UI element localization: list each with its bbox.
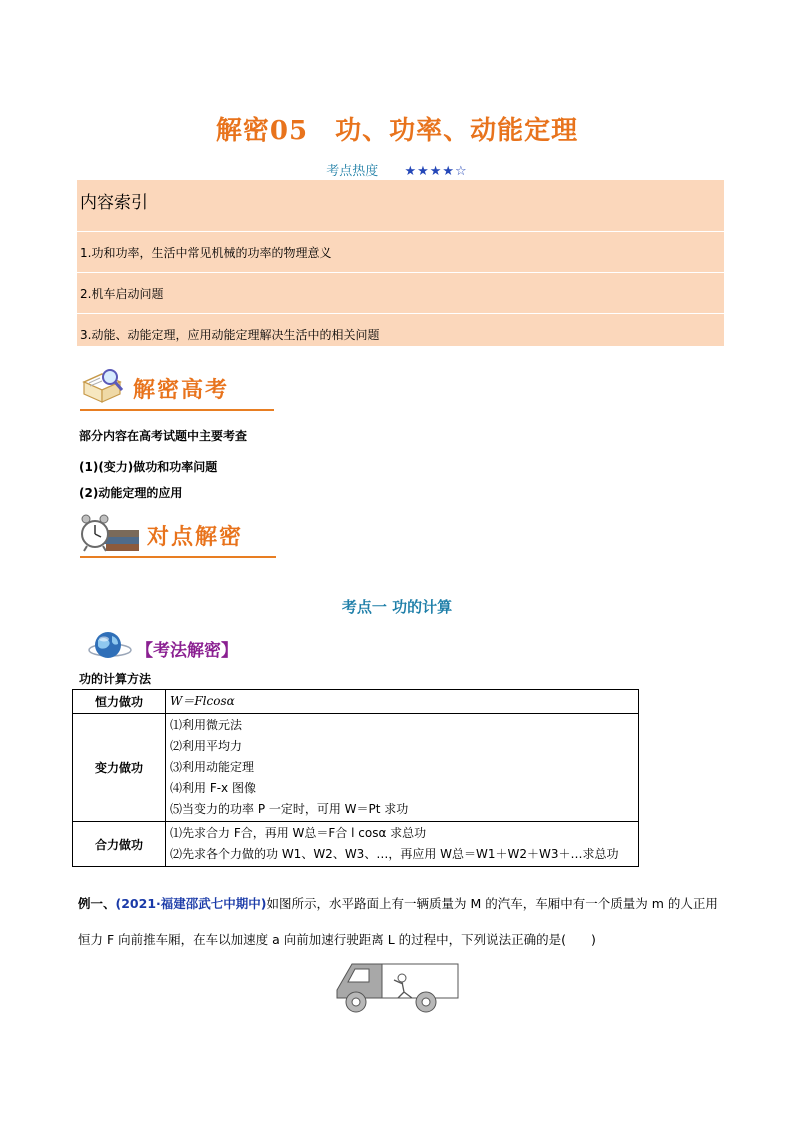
table-row: [73, 714, 639, 822]
table-row: [73, 690, 639, 714]
exam-focus-intro: 部分内容在高考试题中主要考查: [79, 429, 248, 443]
globe-icon: [88, 628, 134, 664]
kaofa-jiemi-banner: 【考法解密】: [136, 641, 238, 661]
example-prefix: 例一、: [78, 896, 116, 911]
index-heading: 内容索引: [80, 193, 148, 213]
index-item: 3.动能、动能定理，应用动能定理解决生活中的相关问题: [77, 313, 724, 347]
page-title: 解密05 功、功率、动能定理: [215, 116, 579, 146]
section-banner-duidian-jiemi: 对点解密: [147, 525, 244, 550]
magnifier-book-icon: [80, 366, 126, 408]
method-title: 功的计算方法: [79, 672, 152, 686]
heat-label: 考点热度: [326, 164, 379, 179]
row-label: 变力做功: [73, 714, 166, 822]
alarm-clock-books-icon: [79, 510, 141, 554]
content-index-box: [77, 180, 724, 346]
banner-underline: [80, 556, 276, 558]
index-item: 1.功和功率，生活中常见机械的功率的物理意义: [77, 231, 724, 272]
row-content: W＝Flcosα: [166, 690, 639, 714]
truck-diagram: [334, 958, 462, 1014]
row-label: 恒力做功: [73, 690, 166, 714]
row-content: ⑴利用微元法 ⑵利用平均力 ⑶利用动能定理 ⑷利用 F-x 图像 ⑸当变力的功率 P 一定时，可用 W＝Pt 求功: [166, 714, 639, 822]
kaodian-heading: 考点一 功的计算: [341, 598, 453, 616]
section-banner-jiemi-gaokao: 解密高考: [133, 378, 230, 403]
index-item: 2.机车启动问题: [77, 272, 724, 313]
heat-rating: [0, 160, 794, 179]
row-content: ⑴先求合力 F合，再用 W总＝F合 l cosα 求总功 ⑵先求各个力做的功 W1、W2、W3、…，再应用 W总＝W1＋W2＋W3＋…求总功: [166, 822, 639, 867]
table-row: [73, 822, 639, 867]
example-1-question: [78, 886, 728, 958]
row-label: 合力做功: [73, 822, 166, 867]
example-source: (2021·福建邵武七中期中): [115, 896, 267, 911]
star-rating: ★★★★☆: [404, 164, 468, 179]
exam-focus-item: (1)(变力)做功和功率问题: [79, 460, 218, 474]
banner-underline: [80, 409, 274, 411]
exam-focus-item: (2)动能定理的应用: [79, 486, 183, 500]
example-text: 如图所示，水平路面上有一辆质量为 M 的汽车，车厢中有一个质量为 m 的人正用恒力 F 向前推车厢，在车以加速度 a 向前加速行驶距离 L 的过程中，下列说法正确的是( ): [78, 896, 718, 947]
work-calculation-table: [72, 689, 639, 867]
